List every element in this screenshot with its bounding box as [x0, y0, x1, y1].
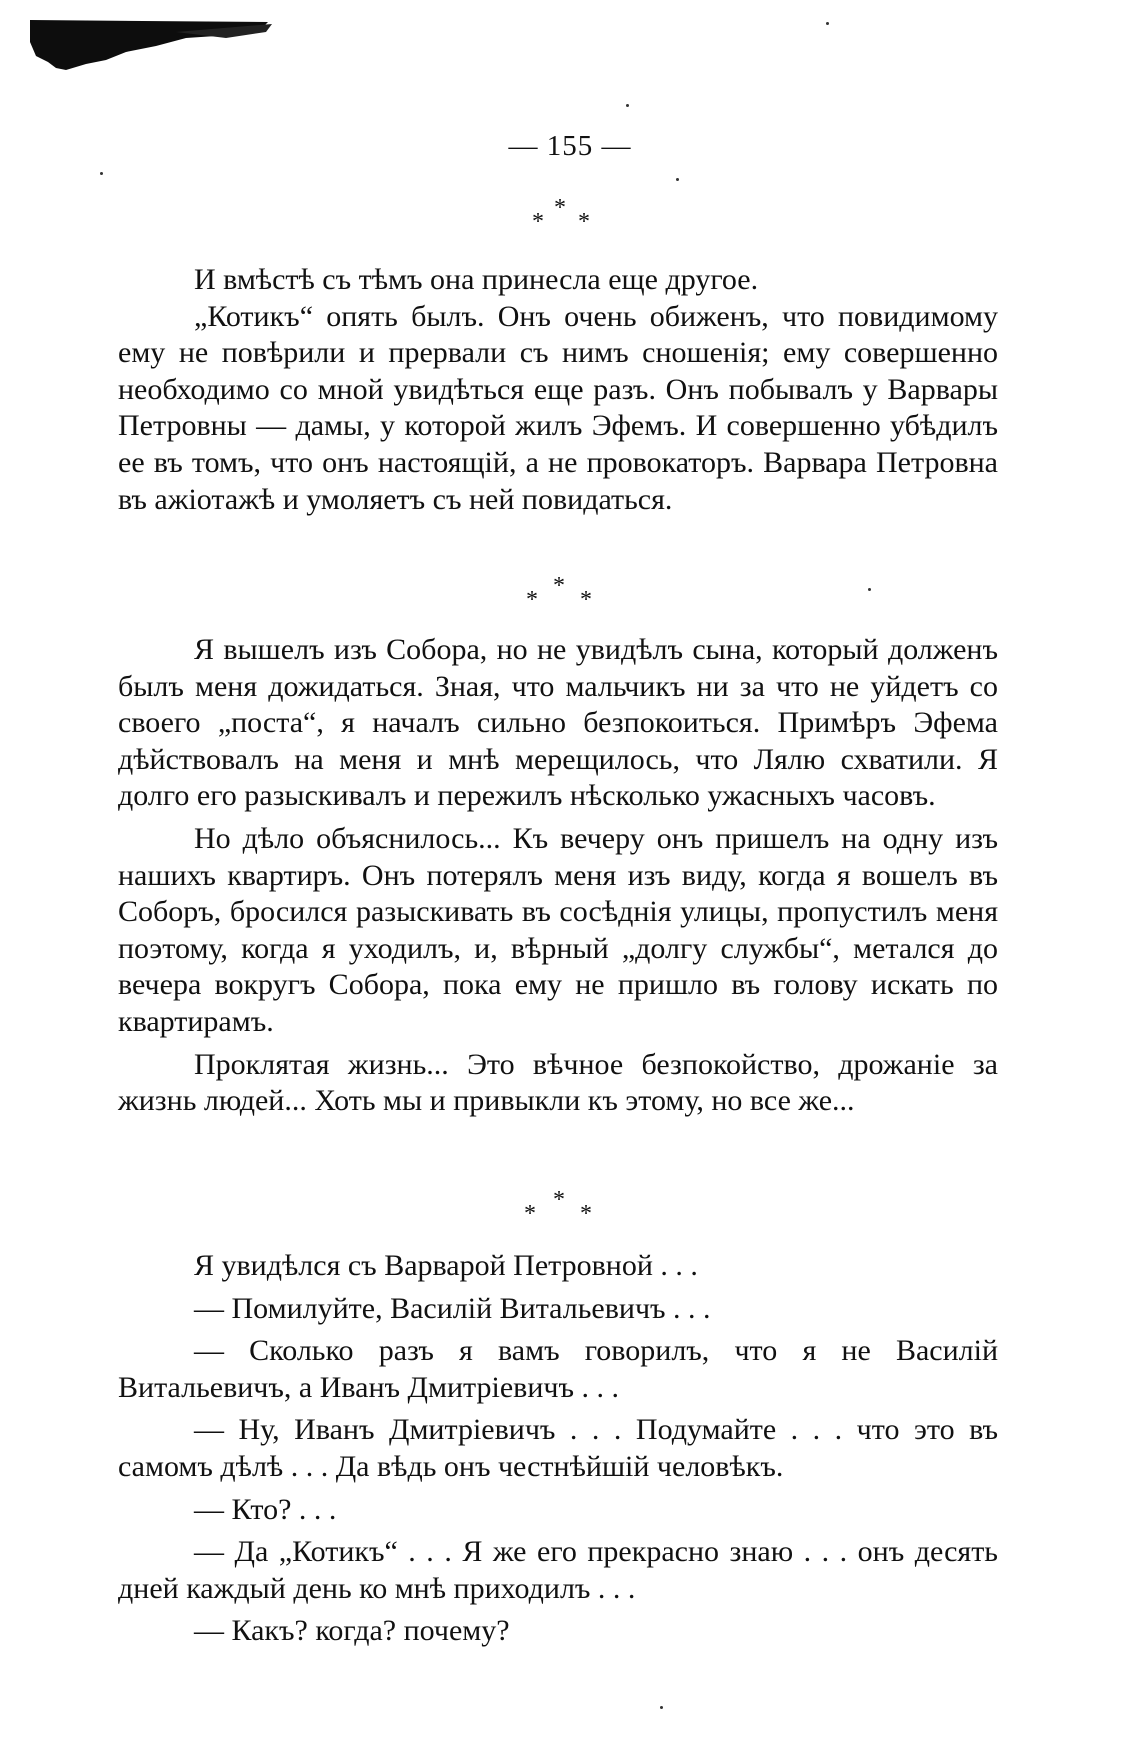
- asterisk-left: *: [532, 209, 544, 235]
- paragraph: „Котикъ“ опять былъ. Онъ очень обиженъ, что повидимому ему не повѣрили и прервали съ нимъ сношенія; ему совершенно необходимо со мной увидѣться еще разъ. Онъ побывалъ у Варвары Петровны — дамы, у которой жилъ Эфемъ. И совершенно убѣдилъ ее въ томъ, что онъ настоящій, а не провокаторъ. Варвара Петровна въ ажіотажѣ и умоляетъ съ ней повидаться.: [118, 299, 998, 516]
- text-section-1: [118, 262, 998, 518]
- asterisk-top: *: [554, 195, 566, 221]
- dialogue-line: — Ну, Иванъ Дмитріевичъ . . . Подумайте . . . что это въ самомъ дѣлѣ . . . Да вѣдь онъ честнѣйшій человѣкъ.: [118, 1413, 998, 1483]
- paper-speck: [660, 1706, 663, 1709]
- asterisk-right: *: [578, 209, 590, 235]
- paragraph: Я увидѣлся съ Варварой Петровной . . .: [194, 1249, 698, 1282]
- paragraph: Но дѣло объяснилось... Къ вечеру онъ пришелъ на одну изъ нашихъ квартиръ. Онъ потерялъ меня изъ виду, когда я вошелъ въ Соборъ, бросился разыскивать въ сосѣднія улицы, пропустилъ меня поэтому, когда я уходилъ, и, вѣрный „долгу службы“, метался до вечера вокругъ Собора, пока ему не пришло въ голову искать по квартирамъ.: [118, 821, 998, 1038]
- asterisk-left: *: [524, 1201, 536, 1227]
- paragraph: Проклятая жизнь... Это вѣчное безпокойство, дрожаніе за жизнь людей... Хоть мы и привыкли къ этому, но все же...: [118, 1047, 998, 1118]
- asterisk-right: *: [580, 587, 592, 613]
- asterism-divider: [0, 1186, 1140, 1242]
- paragraph: Я вышелъ изъ Собора, но не увидѣлъ сына, который долженъ былъ меня дожидаться. Зная, что мальчикъ ни за что не уйдетъ со своего „поста“, я началъ сильно безпокоиться. Примѣръ Эфема дѣйствовалъ на меня и мнѣ мерещилось, что Лялю схватили. Я долго его разыскивалъ и пережилъ нѣсколько ужасныхъ часовъ.: [118, 633, 998, 813]
- asterism-divider: [0, 194, 1140, 250]
- paper-speck: [826, 22, 829, 25]
- asterisk-top: *: [553, 1187, 565, 1213]
- asterisk-right: *: [580, 1201, 592, 1227]
- dialogue-line: — Помилуйте, Василій Витальевичъ . . .: [194, 1291, 711, 1325]
- asterisk-top: *: [553, 573, 565, 599]
- dialogue-line: — Кто? . . .: [194, 1492, 337, 1526]
- paper-speck: [868, 588, 871, 591]
- paper-speck: [676, 178, 679, 181]
- paragraph: И вмѣстѣ съ тѣмъ она принесла еще другое.: [194, 263, 759, 296]
- dialogue-line: — Сколько разъ я вамъ говорилъ, что я не Василій Витальевичъ, а Иванъ Дмитріевичъ . . .: [118, 1334, 998, 1404]
- page-number: — 155 —: [508, 130, 632, 162]
- dialogue-line: — Да „Котикъ“ . . . Я же его прекрасно знаю . . . онъ десять дней каждый день ко мнѣ приходилъ . . .: [118, 1535, 998, 1605]
- dialogue-line: — Какъ? когда? почему?: [194, 1614, 510, 1648]
- text-section-3: [118, 1248, 998, 1650]
- asterisk-left: *: [526, 587, 538, 613]
- ink-stain-mark: [26, 12, 276, 72]
- text-section-2: [118, 632, 998, 1120]
- paper-speck: [100, 172, 103, 175]
- asterism-divider: [0, 572, 1140, 628]
- paper-speck: [626, 104, 629, 107]
